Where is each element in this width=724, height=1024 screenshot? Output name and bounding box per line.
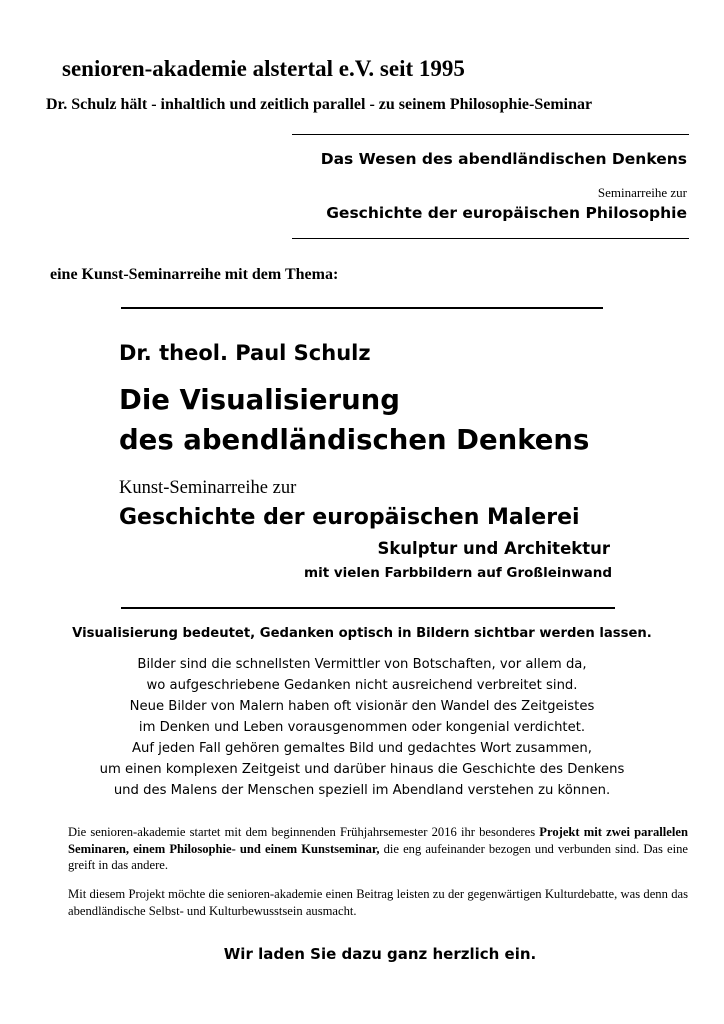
divider-rule (121, 307, 603, 309)
art-series-title: Geschichte der europäischen Malerei (119, 505, 580, 530)
philosophy-series-label: Seminarreihe zur (597, 185, 687, 200)
body-line: um einen komplexen Zeitgeist und darüber hinaus die Geschichte des Denkens (99, 762, 625, 777)
intro-line: eine Kunst-Seminarreihe mit dem Thema: (50, 266, 339, 283)
body-line: wo aufgeschriebene Gedanken nicht ausreichend verbreitet sind. (146, 678, 578, 693)
contribution-paragraph: Mit diesem Projekt möchte die senioren-akademie einen Beitrag leisten zu der gegenwärtigen Kulturdebatte, was denn das abendländische Selbst- und Kulturbewusstsein ausmacht. (68, 887, 688, 918)
divider-rule (292, 134, 689, 135)
author-name: Dr. theol. Paul Schulz (119, 341, 371, 365)
definition-statement: Visualisierung bedeutet, Gedanken optisch in Bildern sichtbar werden lassen. (72, 626, 652, 641)
philosophy-seminar-title: Das Wesen des abendländischen Denkens (320, 150, 687, 168)
body-line: und des Malens der Menschen speziell im Abendland verstehen zu können. (113, 783, 611, 798)
project-paragraph (68, 824, 688, 874)
body-line: im Denken und Leben vorausgenommen oder kongenial verdichtet. (138, 720, 586, 735)
philosophy-series-title: Geschichte der europäischen Philosophie (326, 204, 687, 222)
art-series-label: Kunst-Seminarreihe zur (119, 478, 297, 498)
body-line: Neue Bilder von Malern haben oft visionär den Wandel des Zeitgeistes (129, 699, 595, 714)
art-series-sub: Skulptur und Architektur (377, 539, 610, 558)
project-paragraph-text: die eng aufeinander bezogen und verbunden sind. Das eine greift in das andere. (68, 841, 688, 872)
divider-rule (121, 607, 615, 609)
body-line: Bilder sind die schnellsten Vermittler von Botschaften, vor allem da, (137, 657, 587, 672)
invitation-line: Wir laden Sie dazu ganz herzlich ein. (223, 945, 537, 963)
body-line: Auf jeden Fall gehören gemaltes Bild und gedachtes Wort zusammen, (132, 741, 592, 756)
art-series-note: mit vielen Farbbildern auf Großleinwand (304, 565, 612, 581)
page-subtitle: Dr. Schulz hält - inhaltlich und zeitlich parallel - zu seinem Philosophie-Seminar (46, 96, 593, 113)
page-title: senioren-akademie alstertal e.V. seit 1995 (62, 56, 465, 81)
seminar-title-line1: Die Visualisierung (119, 384, 400, 416)
seminar-title-line2: des abendländischen Denkens (119, 424, 590, 456)
project-paragraph-bold: Projekt mit zwei parallelen Seminaren, einem Philosophie- und einem Kunstseminar, (68, 825, 688, 856)
divider-rule (292, 238, 689, 239)
project-paragraph-text: Die senioren-akademie startet mit dem beginnenden Frühjahrsemester 2016 ihr besonderes (68, 825, 536, 839)
